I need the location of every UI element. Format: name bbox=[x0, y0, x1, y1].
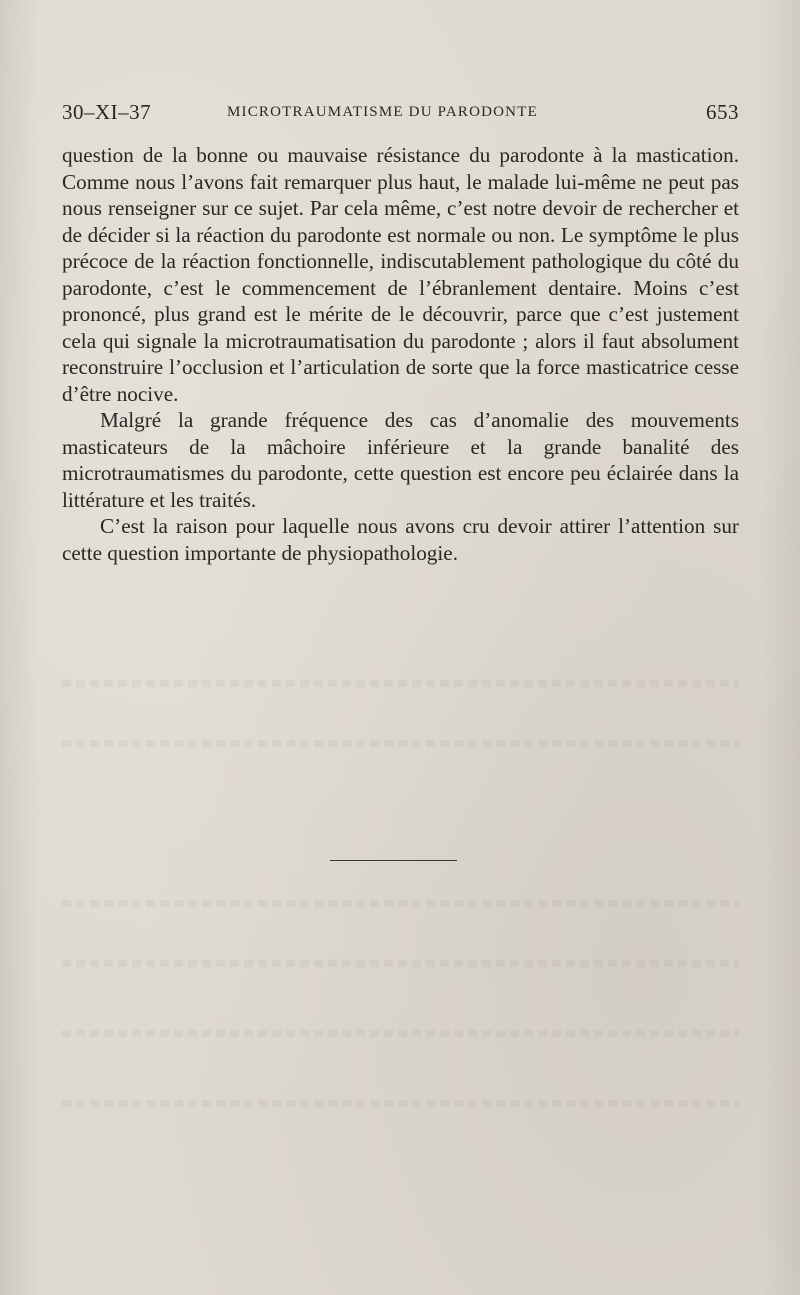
page-number: 653 bbox=[706, 100, 739, 124]
end-rule bbox=[330, 860, 457, 861]
bleed-through-texture bbox=[62, 680, 739, 687]
paragraph: Malgré la grande fréquence des cas d’anomalie des mouvements masticateurs de la mâchoire inférieure et la grande banalité des microtraumatismes du parodonte, cette question est encore peu éclairée dans la littérature et les traités. bbox=[62, 408, 739, 512]
bleed-through-texture bbox=[62, 740, 739, 747]
paragraph: question de la bonne ou mauvaise résistance du parodonte à la mastication. Comme nous l’avons fait remarquer plus haut, le malade lui-même ne peut pas nous renseigner sur ce sujet. Par cela même, c’est notre devoir de rechercher et de décider si la réaction du parodonte est normale ou non. Le symptôme le plus précoce de la réaction fonctionnelle, indiscutablement pathologique du côté du parodonte, c’est le commencement de l’ébranlement dentaire. Moins c’est prononcé, plus grand est le mérite de le découvrir, parce que c’est justement cela qui signale la microtraumatisation du parodonte ; alors il faut absolument reconstruire l’occlusion et l’articulation de sorte que la force masticatrice cesse d’être nocive. bbox=[62, 143, 739, 406]
header-date: 30–XI–37 bbox=[62, 100, 152, 124]
running-header bbox=[62, 98, 739, 128]
paragraph: C’est la raison pour laquelle nous avons cru devoir attirer l’attention sur cette question importante de physiopathologie. bbox=[62, 514, 739, 565]
header-title: MICROTRAUMATISME DU PARODONTE bbox=[227, 104, 538, 120]
bleed-through-texture bbox=[62, 1030, 739, 1037]
bleed-through-texture bbox=[62, 960, 739, 967]
bleed-through-texture bbox=[62, 1100, 739, 1107]
body-text bbox=[62, 142, 739, 566]
bleed-through-texture bbox=[62, 900, 739, 907]
